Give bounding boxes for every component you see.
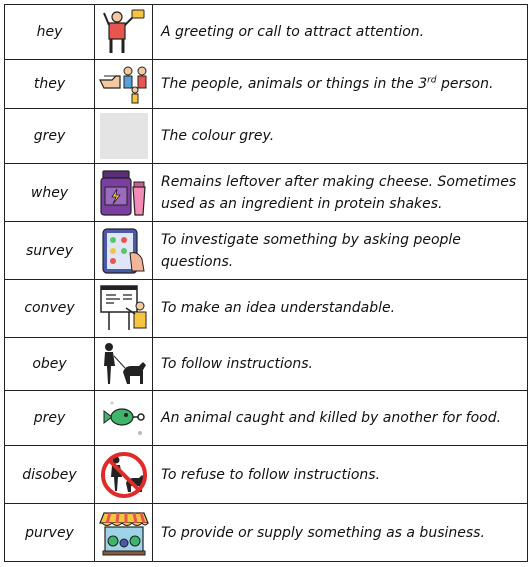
word-cell: prey <box>5 390 95 445</box>
waving-person-icon <box>99 9 149 55</box>
picture-cell <box>95 222 153 280</box>
definition-text-end: person. <box>436 76 494 93</box>
table-row <box>5 279 528 337</box>
word-cell: purvey <box>5 504 95 562</box>
definition-cell: To investigate something by asking people questions. <box>153 222 528 280</box>
picture-cell <box>95 446 153 504</box>
table-row <box>5 504 528 562</box>
picture-cell <box>95 60 153 108</box>
picture-cell <box>95 108 153 163</box>
picture-cell <box>95 5 153 60</box>
table-row <box>5 5 528 60</box>
word-cell: disobey <box>5 446 95 504</box>
word-cell: grey <box>5 108 95 163</box>
definition-cell: Remains leftover after making cheese. Sometimes used as an ingredient in protein shakes. <box>153 164 528 222</box>
word-cell: obey <box>5 337 95 390</box>
definition-cell: A greeting or call to attract attention. <box>153 5 528 60</box>
table-row <box>5 108 528 163</box>
protein-tub-and-shaker-icon <box>99 169 149 217</box>
table-row <box>5 337 528 390</box>
table-row <box>5 390 528 445</box>
fish-prey-icon <box>100 395 148 441</box>
pointing-at-people-icon <box>98 64 150 104</box>
definition-cell: To follow instructions. <box>153 337 528 390</box>
market-stall-icon <box>99 509 149 557</box>
vocabulary-table <box>4 4 528 562</box>
word-cell: hey <box>5 5 95 60</box>
no-dog-walking-icon <box>99 451 149 499</box>
ordinal-suffix: rd <box>427 75 437 86</box>
picture-cell <box>95 390 153 445</box>
table-row <box>5 222 528 280</box>
grey-square-icon <box>100 113 148 159</box>
table-row <box>5 60 528 108</box>
person-walking-dog-icon <box>99 342 149 386</box>
definition-cell: To refuse to follow instructions. <box>153 446 528 504</box>
word-cell: whey <box>5 164 95 222</box>
word-cell: they <box>5 60 95 108</box>
definition-cell: To provide or supply something as a business. <box>153 504 528 562</box>
picture-cell <box>95 337 153 390</box>
survey-tablet-icon <box>100 227 148 275</box>
definition-cell: To make an idea understandable. <box>153 279 528 337</box>
table-row <box>5 446 528 504</box>
picture-cell <box>95 164 153 222</box>
word-cell: convey <box>5 279 95 337</box>
picture-cell <box>95 279 153 337</box>
definition-cell: An animal caught and killed by another for food. <box>153 390 528 445</box>
definition-cell: The colour grey. <box>153 108 528 163</box>
definition-text: The people, animals or things in the 3 <box>161 76 428 93</box>
presentation-board-icon <box>99 284 149 332</box>
word-cell: survey <box>5 222 95 280</box>
picture-cell <box>95 504 153 562</box>
definition-cell <box>153 60 528 108</box>
table-row <box>5 164 528 222</box>
